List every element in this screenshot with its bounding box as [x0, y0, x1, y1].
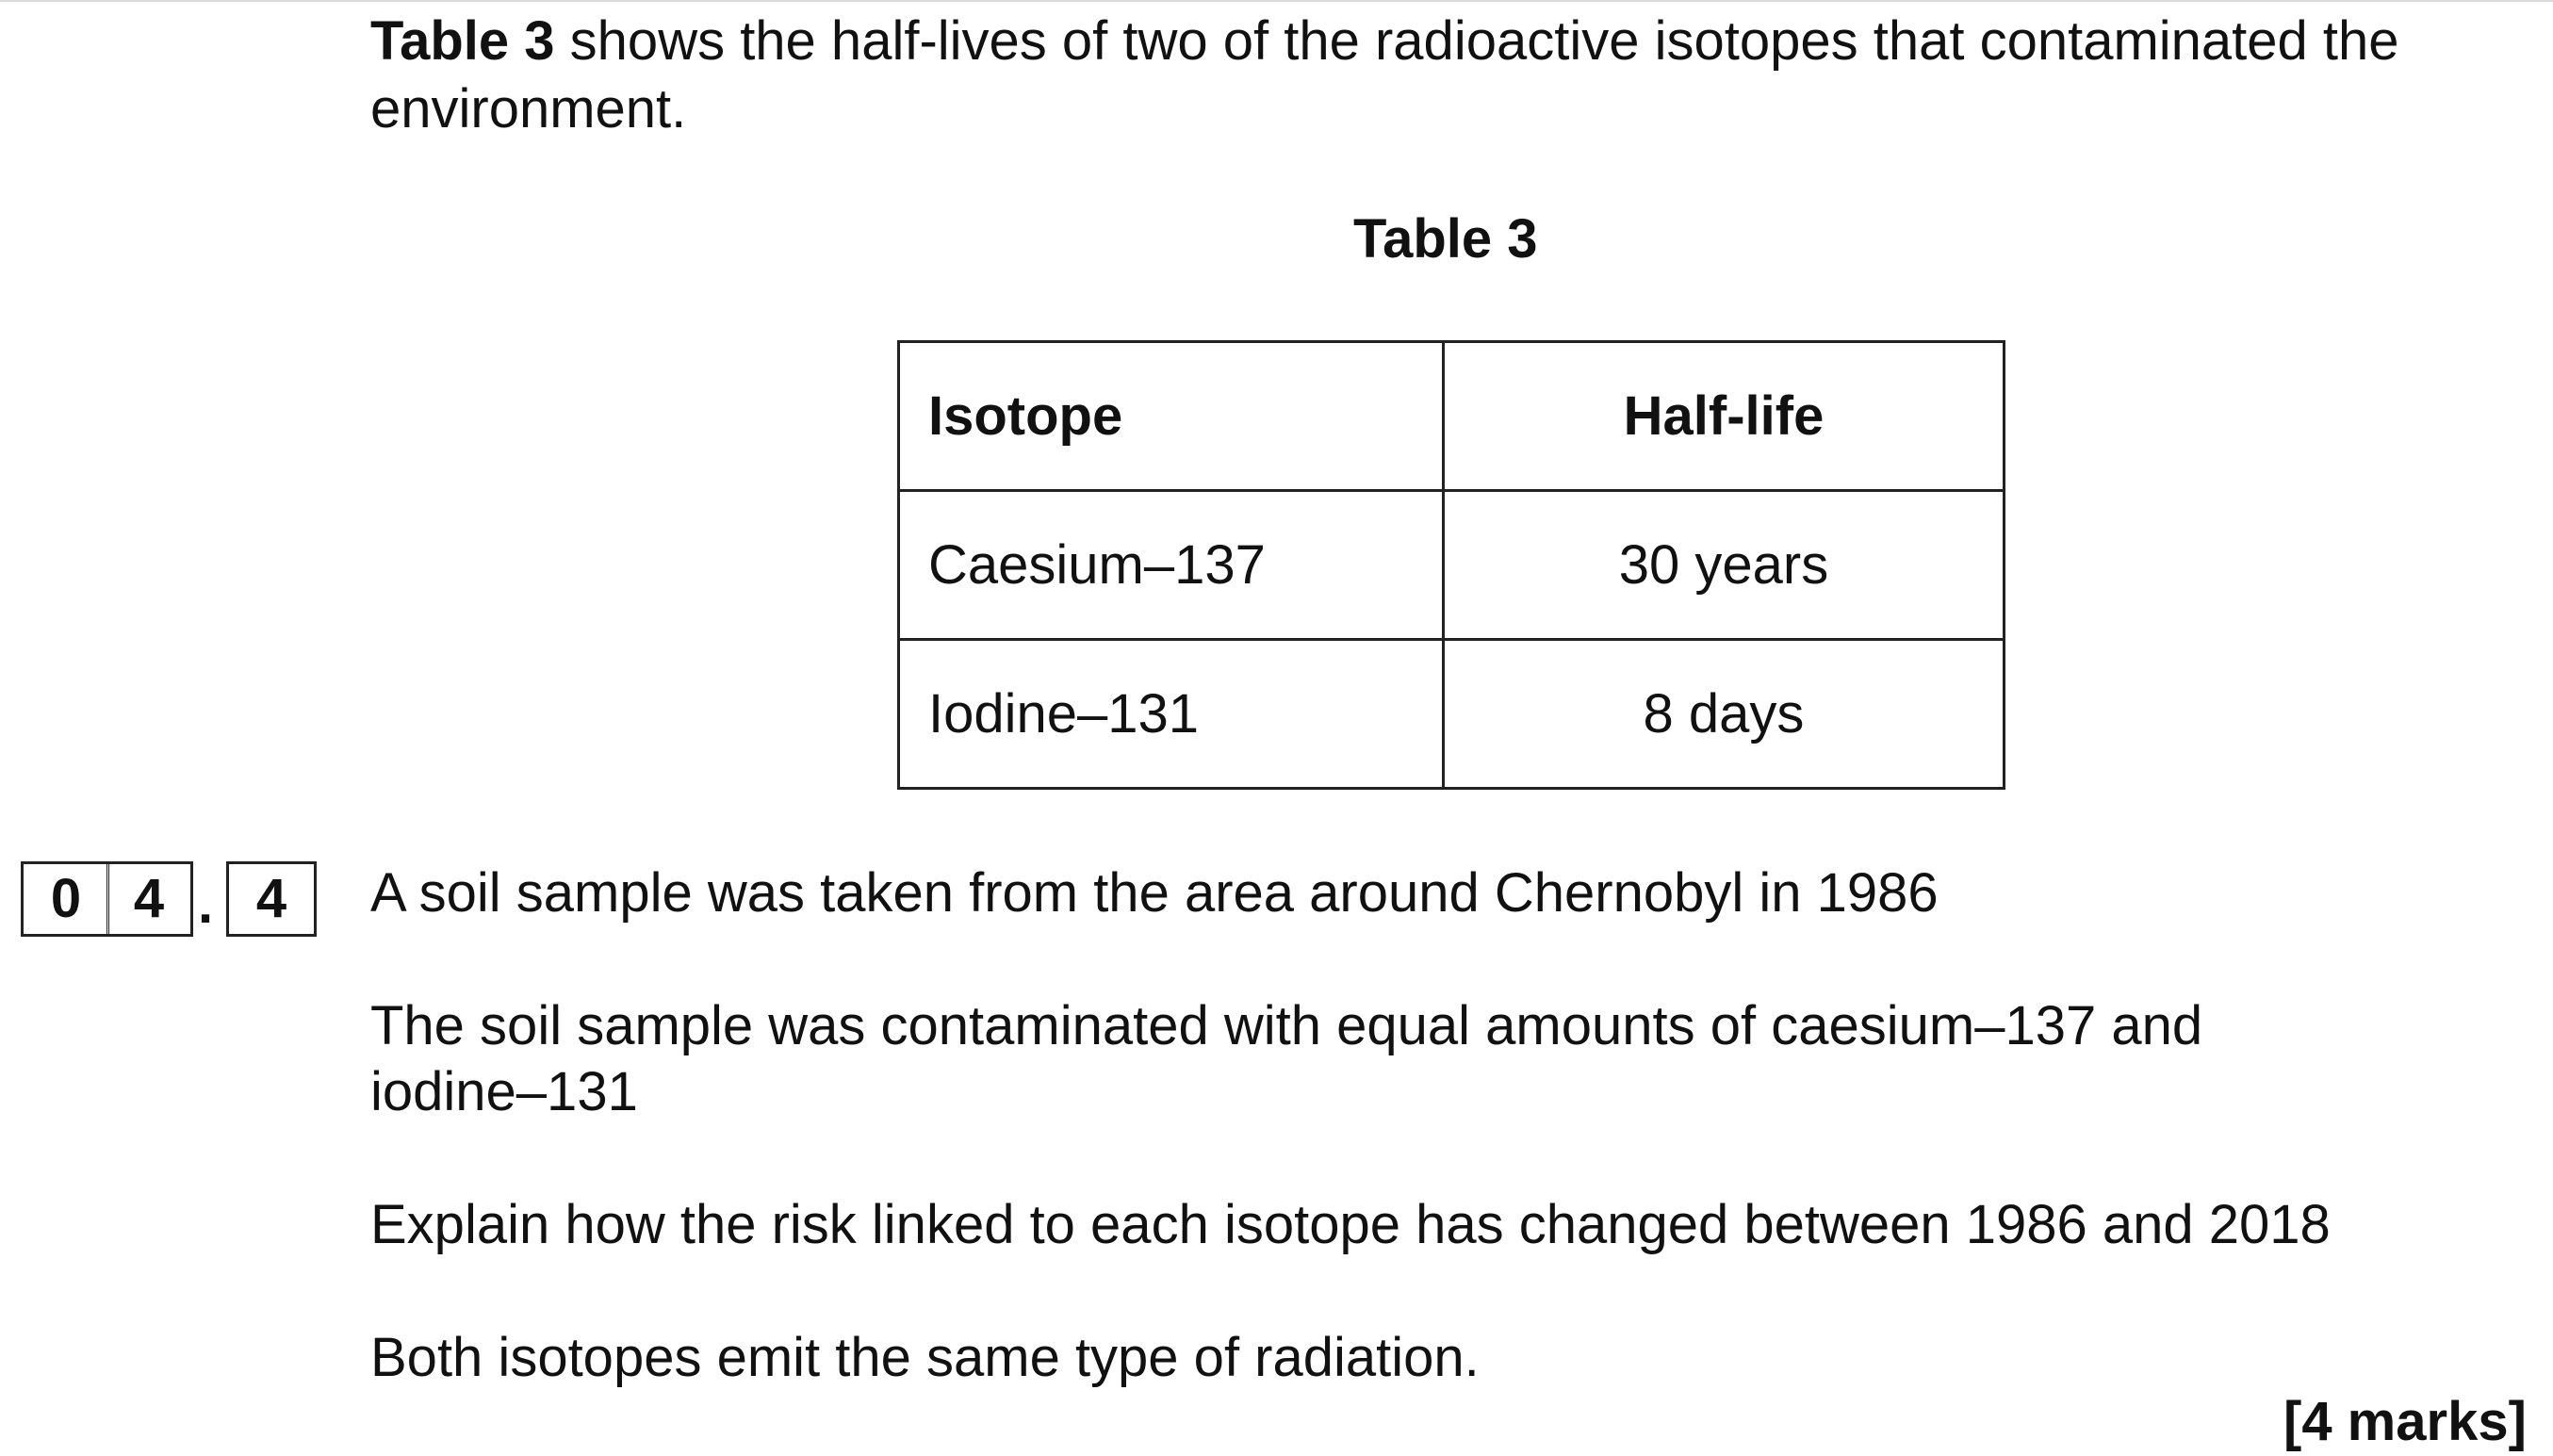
half-life-cell: 30 years	[1444, 491, 2005, 640]
intro-table-reference: Table 3	[370, 10, 555, 72]
marks-allocation: [4 marks]	[2283, 1391, 2527, 1452]
intro-paragraph-continued: environment.	[370, 78, 687, 139]
question-text: The soil sample was contaminated with equal amounts of caesium–137 and	[370, 995, 2203, 1056]
intro-text: shows the half-lives of two of the radioactive isotopes that contaminated the	[554, 10, 2399, 72]
header-isotope: Isotope	[899, 342, 1444, 491]
top-divider	[0, 0, 2553, 2]
question-part-digit: 4	[226, 861, 317, 937]
question-instruction: Explain how the risk linked to each isotope has changed between 1986 and 2018	[370, 1194, 2331, 1255]
question-text: Both isotopes emit the same type of radiation.	[370, 1327, 1480, 1388]
intro-paragraph	[370, 8, 2399, 75]
table-header-row	[899, 342, 2005, 491]
table-row	[899, 640, 2005, 789]
question-number-digit: 0	[21, 861, 109, 937]
half-life-table	[897, 340, 2005, 790]
isotope-cell: Iodine–131	[899, 640, 1444, 789]
half-life-cell: 8 days	[1444, 640, 2005, 789]
question-number-digit: 4	[106, 861, 193, 937]
question-text: A soil sample was taken from the area around Chernobyl in 1986	[370, 862, 1939, 924]
isotope-cell: Caesium–137	[899, 491, 1444, 640]
question-text: iodine–131	[370, 1061, 638, 1122]
question-number-separator: .	[198, 874, 214, 935]
table-row	[899, 491, 2005, 640]
table-caption: Table 3	[1353, 208, 1538, 270]
header-half-life: Half-life	[1444, 342, 2005, 491]
